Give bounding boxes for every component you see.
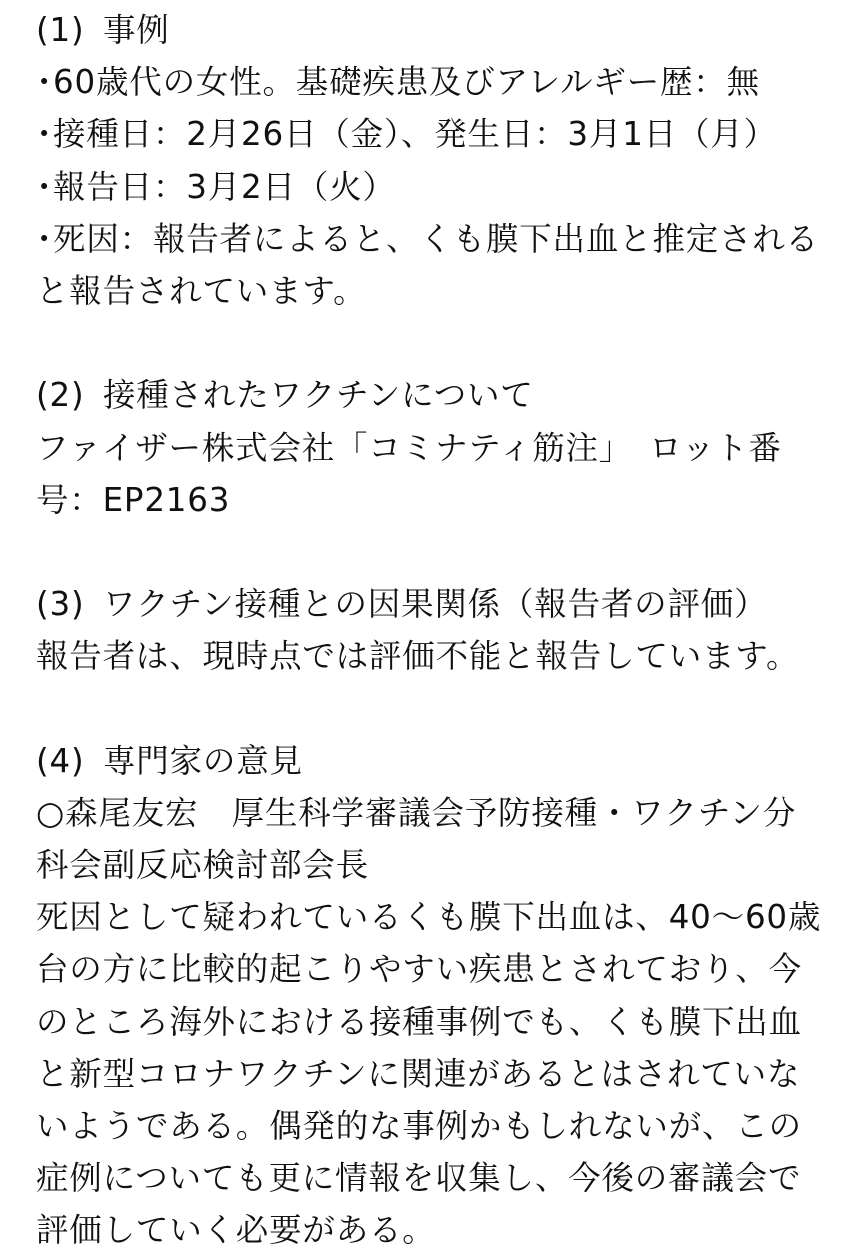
section-number: (1): [36, 11, 85, 49]
section-number: (2): [36, 376, 85, 415]
section-title: 事例: [103, 11, 170, 49]
paragraph-spacer: [36, 682, 857, 734]
expert-opinion-line: 死因として疑われているくも膜下出血は、40～60歳: [36, 898, 822, 937]
section-number: (3): [36, 585, 85, 624]
paragraph-spacer: [36, 526, 857, 578]
case-detail-line: ･死因：報告者によると、くも膜下出血と推定される: [36, 219, 819, 258]
vaccine-info-line: 号：EP2163: [36, 480, 231, 519]
expert-opinion-line: 台の方に比較的起こりやすい疾患とされており、今: [36, 950, 802, 989]
section-heading-3: [36, 578, 857, 630]
expert-name-line: 科会副反応検討部会長: [36, 846, 370, 884]
vaccine-info-line: ファイザー株式会社「コミナティ筋注」 ロット番: [36, 428, 782, 467]
causality-line: 報告者は、現時点では評価不能と報告しています。: [36, 637, 800, 676]
section-heading-1: [36, 4, 857, 56]
case-detail-line: と報告されています。: [36, 271, 367, 310]
expert-opinion-line: いようである。偶発的な事例かもしれないが、この: [36, 1106, 802, 1145]
section-title: 接種されたワクチンについて: [103, 376, 534, 415]
case-detail-line: ･60歳代の女性。基礎疾患及びアレルギー歴：無: [36, 63, 760, 102]
section-title: 専門家の意見: [103, 741, 303, 780]
section-number: (4): [36, 741, 85, 780]
section-heading-2: [36, 369, 857, 421]
section-heading-4: [36, 735, 857, 787]
expert-opinion-line: 症例についても更に情報を収集し、今後の審議会で: [36, 1159, 802, 1198]
expert-opinion-line: と新型コロナワクチンに関連があるとはされていな: [36, 1054, 801, 1093]
case-detail-line: ･報告日：3月2日（火）: [36, 167, 396, 206]
expert-opinion-line: のところ海外における接種事例でも、くも膜下出血: [36, 1002, 802, 1041]
case-detail-line: ･接種日：2月26日（金）、発生日：3月1日（月）: [36, 115, 777, 154]
expert-opinion-line: 評価していく必要がある。: [36, 1211, 436, 1250]
paragraph-spacer: [36, 317, 857, 369]
section-title: ワクチン接種との因果関係（報告者の評価）: [103, 585, 768, 624]
expert-name-line: ○森尾友宏 厚生科学審議会予防接種・ワクチン分: [36, 793, 797, 832]
